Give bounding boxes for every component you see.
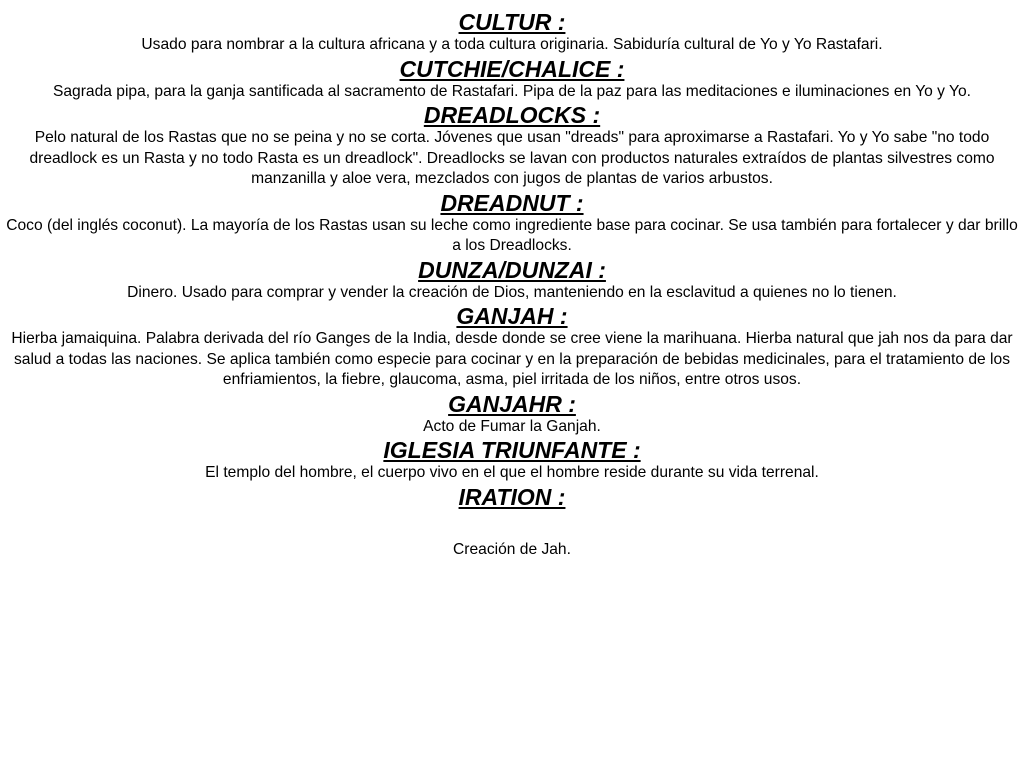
- term-heading: DREADLOCKS :: [423, 102, 601, 128]
- term-heading: CULTUR :: [458, 9, 566, 35]
- glossary-entry-ganjahr: [6, 391, 1018, 438]
- term-definition: Creación de Jah.: [453, 540, 571, 558]
- term-definition: Coco (del inglés coconut). La mayoría de los Rastas usan su leche como ingrediente base para cocinar. Se usa también para fortalecer y dar brillo a los Dreadlocks.: [6, 216, 1018, 254]
- term-heading: IRATION :: [458, 483, 566, 510]
- term-heading: CUTCHIE/CHALICE :: [399, 55, 625, 82]
- glossary-entry-cultur: [6, 9, 1018, 56]
- term-definition: Pelo natural de los Rastas que no se peina y no se corta. Jóvenes que usan "dreads" para aproximarse a Rastafari. Yo y Yo sabe "no todo dreadlock es un Rasta y no todo Rasta es un dreadlock". Dreadlocks se lavan con productos naturales extraídos de plantas silvestres como manzanilla y aloe vera, mezclados con jugos de plantas de varios arbustos.: [29, 129, 995, 187]
- glossary-entry-cutchie-chalice: [6, 56, 1018, 103]
- term-definition: Usado para nombrar a la cultura africana y a toda cultura originaria. Sabiduría cultural de Yo y Yo Rastafari.: [141, 36, 883, 53]
- glossary-entry-dreadnut: [6, 190, 1018, 257]
- term-heading: GANJAH :: [456, 303, 568, 329]
- term-heading: GANJAHR :: [448, 390, 576, 417]
- term-heading: DREADNUT :: [440, 189, 584, 216]
- term-heading: IGLESIA TRIUNFANTE :: [383, 437, 641, 463]
- glossary-entry-iration: [6, 484, 1018, 561]
- term-definition: Acto de Fumar la Ganjah.: [423, 417, 601, 435]
- glossary-entry-ganjah: [6, 303, 1018, 391]
- term-heading: DUNZA/DUNZAI :: [418, 256, 606, 283]
- term-definition: Hierba jamaiquina. Palabra derivada del río Ganges de la India, desde donde se cree viene la marihuana. Hierba natural que jah nos da para dar salud a todas las naciones. Se aplica también como especie para cocinar y en la preparación de bebidas medicinales, para el tratamiento de los enfriamientos, la fiebre, glaucoma, asma, piel irritada de los niños, entre otros usos.: [11, 330, 1013, 388]
- term-definition: El templo del hombre, el cuerpo vivo en el que el hombre reside durante su vida terrenal.: [205, 464, 819, 481]
- term-definition: Dinero. Usado para comprar y vender la creación de Dios, manteniendo en la esclavitud a quienes no lo tienen.: [127, 283, 897, 301]
- glossary-entry-dunza-dunzai: [6, 257, 1018, 304]
- term-definition: Sagrada pipa, para la ganja santificada al sacramento de Rastafari. Pipa de la paz para las meditaciones e iluminaciones en Yo y Yo.: [52, 82, 972, 100]
- glossary-entry-dreadlocks: [6, 102, 1018, 190]
- glossary-entry-iglesia-triunfante: [6, 437, 1018, 484]
